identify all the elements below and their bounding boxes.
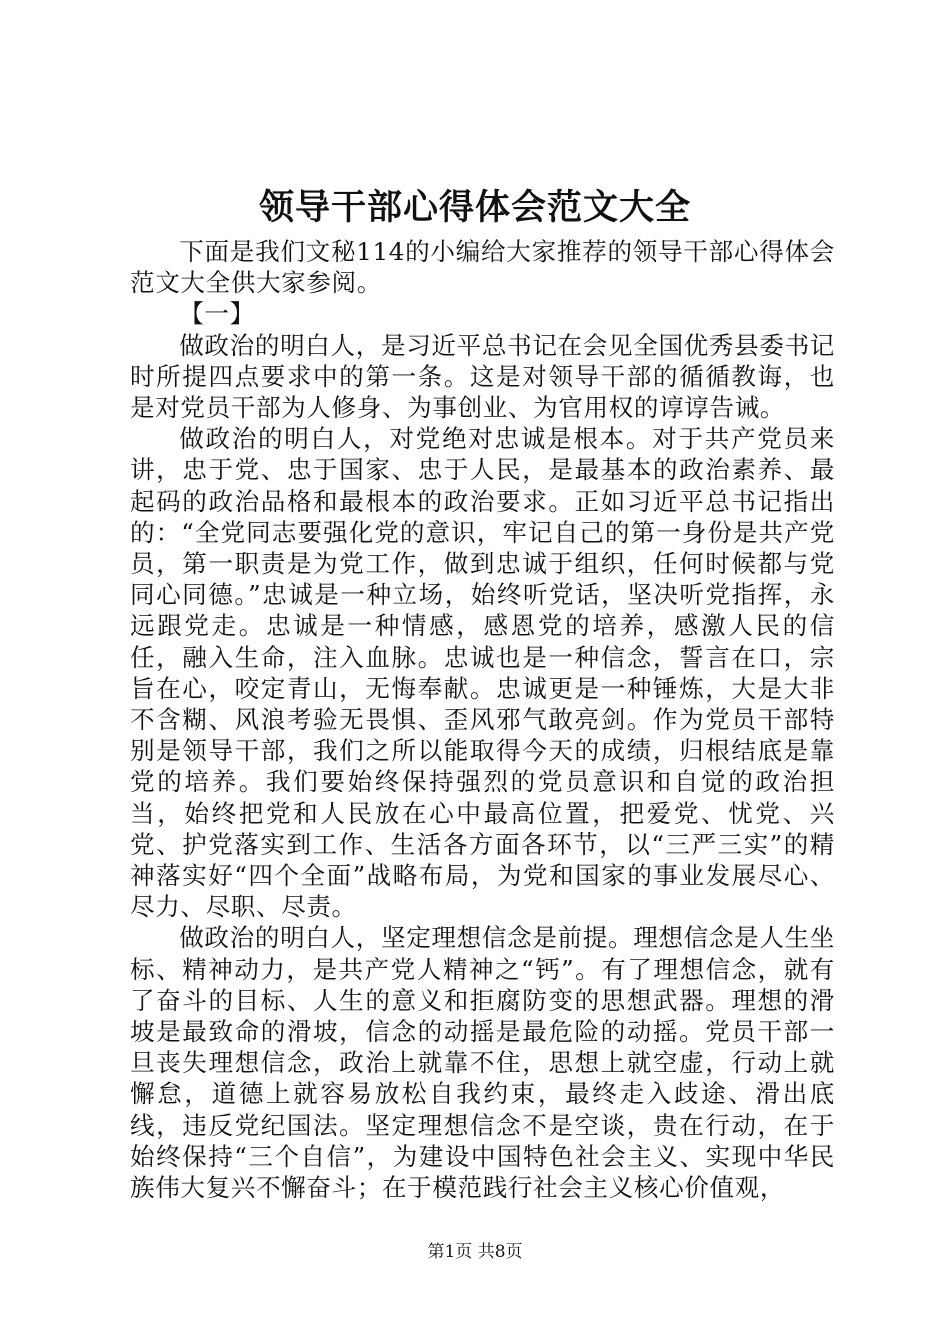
intro-paragraph: 下面是我们文秘114的小编给大家推荐的领导干部心得体会范文大全供大家参阅。 xyxy=(130,237,835,298)
page-footer: 第1页 共8页 xyxy=(427,1242,523,1262)
body-paragraph-3: 做政治的明白人，坚定理想信念是前提。理想信念是人生坐标、精神动力，是共产党人精神之“钙”。有了理想信念，就有了奋斗的目标、人生的意义和拒腐防变的思想武器。理想的滑坡是最致命的滑坡，信念的动摇是最危险的动摇。党员干部一旦丧失理想信念，政治上就靠不住，思想上就空虚，行动上就懈怠，道德上就容易放松自我约束，最终走入歧途、滑出底线，违反党纪国法。坚定理想信念不是空谈，贵在行动，在于始终保持“三个自信”，为建设中国特色社会主义、实现中华民族伟大复兴不懈奋斗；在于模范践行社会主义核心价值观， xyxy=(130,923,835,1203)
body-paragraph-2: 做政治的明白人，对党绝对忠诚是根本。对于共产党员来讲，忠于党、忠于国家、忠于人民，是最基本的政治素养、最起码的政治品格和最根本的政治要求。正如习近平总书记指出的：“全党同志要强化党的意识，牢记自己的第一身份是共产党员，第一职责是为党工作，做到忠诚于组织，任何时候都与党同心同德。”忠诚是一种立场，始终听党话，坚决听党指挥，永远跟党走。忠诚是一种情感，感恩党的培养，感激人民的信任，融入生命，注入血脉。忠诚也是一种信念，誓言在口，宗旨在心，咬定青山，无悔奉献。忠诚更是一种锤炼，大是大非不含糊、风浪考验无畏惧、歪风邪气敢亮剑。作为党员干部特别是领导干部，我们之所以能取得今天的成绩，归根结底是靠党的培养。我们要始终保持强烈的党员意识和自觉的政治担当，始终把党和人民放在心中最高位置，把爱党、忧党、兴党、护党落实到工作、生活各方面各环节，以“三严三实”的精神落实好“四个全面”战略布局，为党和国家的事业发展尽心、尽力、尽职、尽责。 xyxy=(130,424,835,922)
document-title: 领导干部心得体会范文大全 xyxy=(258,187,691,228)
section-label: 【一】 xyxy=(179,299,255,329)
body-paragraph-1: 做政治的明白人，是习近平总书记在会见全国优秀县委书记时所提四点要求中的第一条。这是对领导干部的循循教诲，也是对党员干部为人修身、为事创业、为官用权的谆谆告诫。 xyxy=(130,330,835,423)
document-body xyxy=(130,236,835,1203)
